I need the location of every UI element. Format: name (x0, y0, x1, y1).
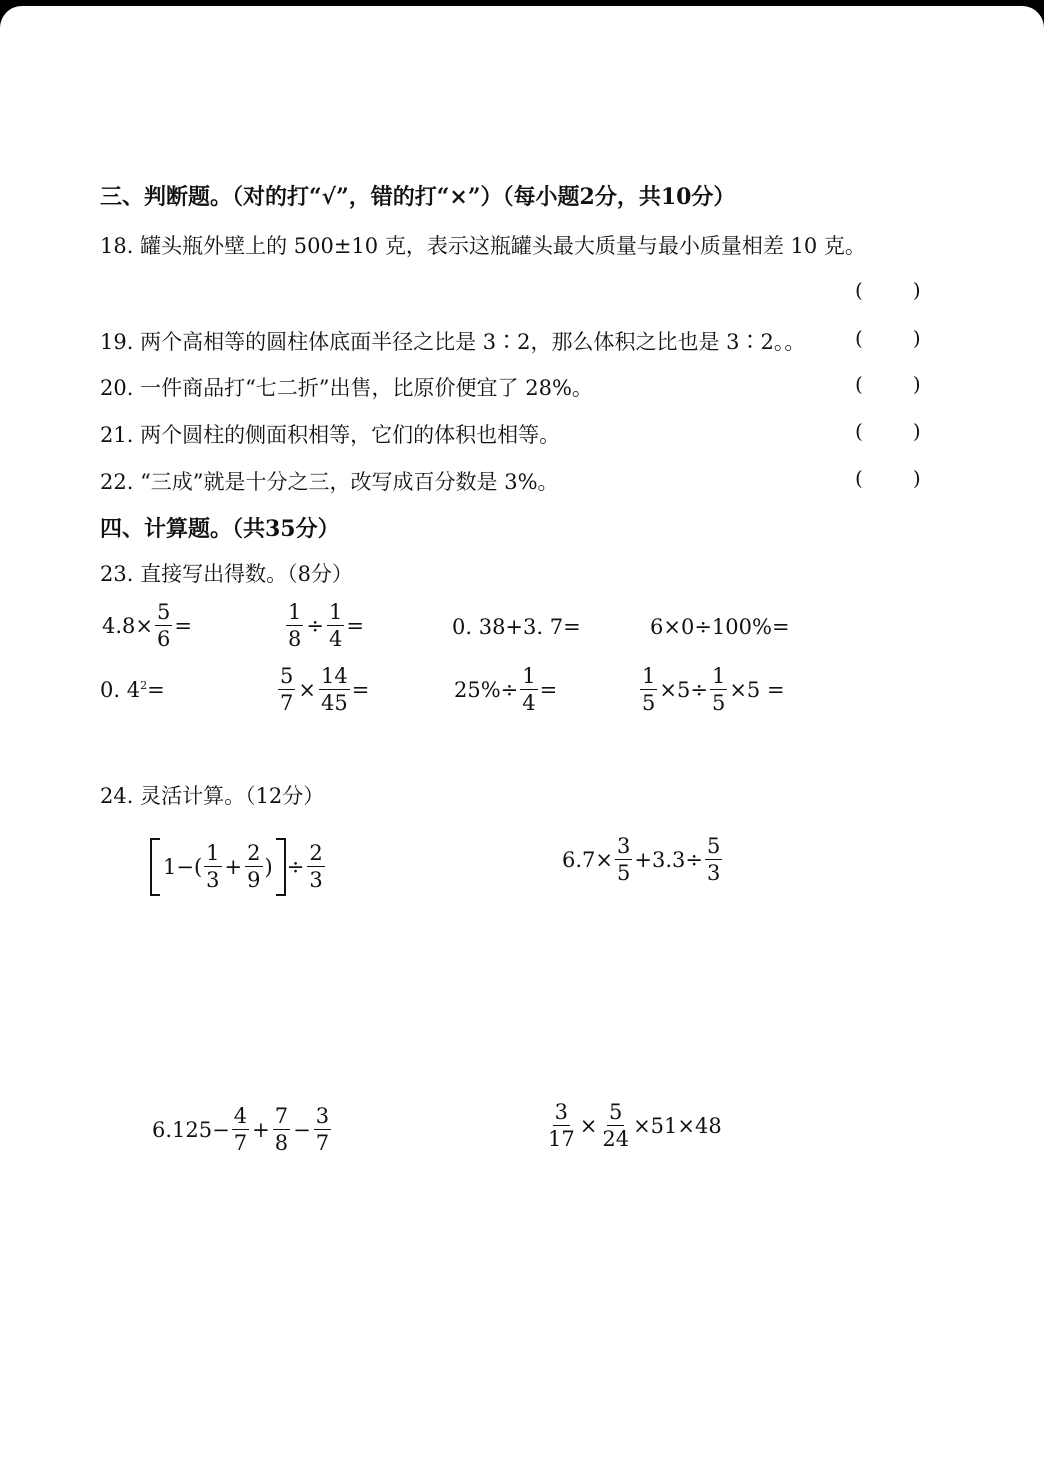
fraction: $\frac{5}{6}$ (157, 600, 171, 651)
fraction: $\frac{5}{24}$ (602, 1100, 630, 1151)
left-square-bracket (150, 838, 160, 896)
q23-expr-5: 0. $4^2=$ (100, 678, 165, 702)
answer-paren-19[interactable]: ( ) (855, 326, 921, 350)
q23-expr-1: 4.8× $\frac{5}{6}$ = (102, 600, 192, 651)
q23-expr-4: 6×0÷100%= (650, 615, 790, 639)
fraction: $\frac{5}{7}$ (280, 664, 294, 715)
answer-paren-18[interactable]: ( ) (855, 278, 921, 302)
question-18: 18. 罐头瓶外壁上的 500±10 克，表示这瓶罐头最大质量与最小质量相差 10 克。 (100, 234, 866, 258)
question-19: 19. 两个高相等的圆柱体底面半径之比是 3∶2，那么体积之比也是 3∶2。。 (100, 330, 806, 354)
q23-expr-2: $\frac{1}{8}$ ÷ $\frac{1}{4}$ = (288, 600, 364, 651)
question-21: 21. 两个圆柱的侧面积相等，它们的体积也相等。 (100, 423, 561, 447)
fraction: $\frac{1}{8}$ (288, 600, 302, 651)
worksheet-page (0, 6, 1044, 1484)
q23-expr-3: 0. 38+3. 7= (452, 615, 581, 639)
fraction: $\frac{2}{9}$ (247, 841, 261, 892)
q24-expr-1: 1−( $\frac{1}{3}$ + $\frac{2}{9}$ ) ÷ $\frac{2}{3}$ (150, 838, 327, 896)
fraction: $\frac{3}{17}$ (548, 1100, 575, 1151)
fraction: $\frac{1}{4}$ (328, 600, 343, 651)
fraction: $\frac{1}{5}$ (711, 664, 726, 715)
question-24-title: 24. 灵活计算。（12分） (100, 784, 325, 808)
fraction: $\frac{1}{3}$ (206, 841, 220, 892)
fraction: $\frac{7}{8}$ (274, 1104, 289, 1155)
fraction: $\frac{4}{7}$ (233, 1104, 248, 1155)
q23-expr-8: $\frac{1}{5}$ ×5÷ $\frac{1}{5}$ ×5 = (642, 664, 785, 715)
fraction: $\frac{1}{5}$ (642, 664, 656, 715)
q23-expr-6: $\frac{5}{7}$ × $\frac{14}{45}$ = (280, 664, 370, 715)
q24-expr-2: 6.7× $\frac{3}{5}$ +3.3÷ $\frac{5}{3}$ (562, 834, 721, 885)
fraction: $\frac{5}{3}$ (706, 834, 721, 885)
right-square-bracket (276, 838, 286, 896)
section3-title: 三、判断题。（对的打“√”，错的打“×”）（每小题2分，共10分） (100, 184, 736, 210)
answer-paren-20[interactable]: ( ) (855, 372, 921, 396)
answer-paren-21[interactable]: ( ) (855, 419, 921, 443)
fraction: $\frac{3}{7}$ (315, 1104, 330, 1155)
fraction: $\frac{2}{3}$ (309, 841, 323, 892)
question-23-title: 23. 直接写出得数。（8分） (100, 562, 353, 586)
fraction: $\frac{1}{4}$ (522, 664, 536, 715)
fraction: $\frac{14}{45}$ (320, 664, 348, 715)
q24-expr-3: 6.125− $\frac{4}{7}$ + $\frac{7}{8}$ − $\frac{3}{7}$ (152, 1104, 330, 1155)
answer-paren-22[interactable]: ( ) (855, 466, 921, 490)
question-20: 20. 一件商品打“七二折”出售，比原价便宜了 28%。 (100, 376, 593, 400)
question-22: 22. “三成”就是十分之三，改写成百分数是 3%。 (100, 470, 559, 494)
fraction: $\frac{3}{5}$ (617, 834, 631, 885)
q23-expr-7: 25%÷ $\frac{1}{4}$ = (454, 664, 558, 715)
q24-expr-4: $\frac{3}{17}$ × $\frac{5}{24}$ ×51×48 (548, 1100, 722, 1151)
section4-title: 四、计算题。（共35分） (100, 516, 340, 542)
